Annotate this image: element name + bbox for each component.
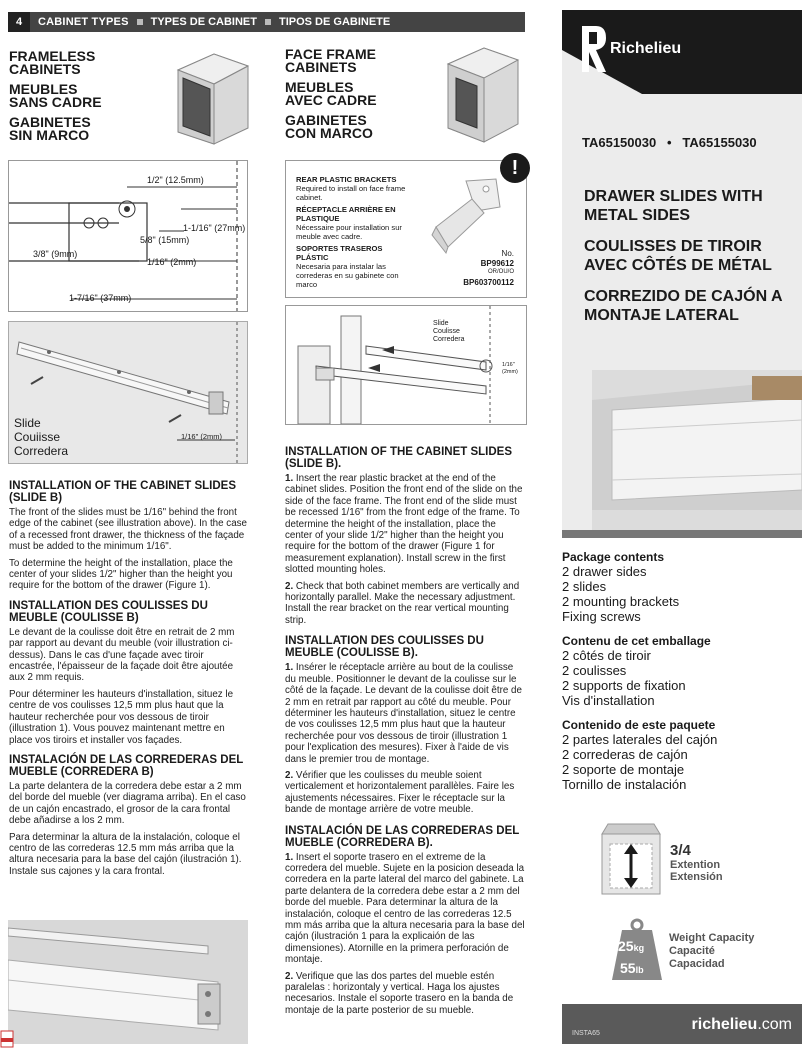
list-item: Vis d'installation bbox=[562, 693, 655, 708]
middle-instructions bbox=[285, 446, 525, 1016]
bracket-title-es: SOPORTES TRASEROS PLÁSTIC bbox=[296, 244, 383, 262]
list-item: 2 correderas de cajón bbox=[562, 747, 688, 762]
step-number: 2. bbox=[285, 580, 294, 592]
header-label-es: TIPOS DE GABINETE bbox=[278, 16, 391, 28]
step-1-fr bbox=[285, 662, 525, 765]
paragraph: Para determinar la altura de la instalación, coloque el centro de las correderas 12.5 mm más arriba que la altura necesaria para la base del cajón (ilustración 1). Instale sus cajones y la cara frontal. bbox=[9, 831, 242, 877]
panel-divider bbox=[562, 530, 802, 538]
product-title-es: CORREZIDO DE CAJÓN A MONTAJE LATERAL bbox=[584, 288, 782, 324]
step-1-es bbox=[285, 852, 525, 966]
package-heading-en: Package contents bbox=[562, 550, 665, 564]
section-header-bar bbox=[8, 12, 525, 32]
bracket-text-fr: Nécessaire pour installation sur meuble avec cadre. bbox=[296, 223, 402, 241]
faceframe-title-fr: MEUBLES AVEC CADRE bbox=[285, 79, 377, 108]
model-numbers: TA65150030 • TA65155030 bbox=[582, 135, 757, 150]
square-separator-icon bbox=[137, 19, 143, 25]
dim-label: 5/8" (15mm) bbox=[140, 235, 190, 245]
step-text: Check that both cabinet members are vertically and horizontally parallel. Make the necessary adjustment. Install the rear bracket on the rear vertical mounting strip. bbox=[285, 580, 520, 626]
bracket-title-en: REAR PLASTIC BRACKETS bbox=[296, 175, 397, 184]
weight-label-es: Capacidad bbox=[669, 958, 725, 970]
weight-kg bbox=[618, 938, 644, 956]
slide-label-fr: Coulisse bbox=[433, 328, 460, 335]
bracket-title-fr: RÉCEPTACLE ARRIÈRE EN PLASTIQUE bbox=[296, 205, 396, 223]
step-number: 1. bbox=[285, 473, 294, 484]
frameless-title bbox=[9, 50, 139, 142]
section-heading-es: INSTALACIÓN DE LAS CORREDERAS DEL MUEBLE (CORREDERA B) bbox=[9, 753, 244, 778]
step-number: 1. bbox=[285, 662, 294, 674]
list-item: 2 côtés de tiroir bbox=[562, 648, 651, 663]
header-label-fr: TYPES DE CABINET bbox=[150, 16, 257, 28]
drawer-photo bbox=[8, 920, 248, 1044]
slide-label bbox=[14, 416, 68, 458]
faceframe-installation-diagram bbox=[285, 305, 527, 425]
weight-kg-value: 25 bbox=[618, 938, 634, 954]
dim-label: 1-7/16" (37mm) bbox=[69, 293, 132, 303]
slide-dimension-diagram bbox=[8, 160, 248, 312]
product-title-en: DRAWER SLIDES WITH METAL SIDES bbox=[584, 188, 763, 224]
product-titles bbox=[584, 187, 794, 325]
package-contents bbox=[562, 550, 802, 792]
list-item: Tornillo de instalación bbox=[562, 777, 687, 792]
footer-bar bbox=[562, 1004, 802, 1044]
list-item: Fixing screws bbox=[562, 609, 641, 624]
paragraph: La parte delantera de la corredera debe estar a 2 mm del borde del mueble (ver diagrama arriba). En el caso de un cajón encastrado, el grosor de la cara frontal debe añadirse a los 2 mm. bbox=[9, 780, 246, 827]
faceframe-title bbox=[285, 48, 415, 140]
extension-icon bbox=[596, 818, 666, 898]
step-text: Verifique que las dos partes del mueble estén paralelas : horizontaly y vertical. Haga los ajustes necesarios. Instale el soporte trasero en la banda de montaje de la parte posterior de su mueble. bbox=[285, 970, 514, 1016]
part-number-2: BP603700112 bbox=[463, 277, 514, 287]
paragraph: Pour déterminer les hauteurs d'installation, situez le centre de vos coulisses 12,5 mm plus haut que la hauteur recherchée pour vos dessous de tiroir (illustration 1). Vous pouvez maintenant mettre en place vos tiroirs et installer vos façades. bbox=[9, 688, 234, 746]
paragraph: Le devant de la coulisse doit être en retrait de 2 mm par rapport au devant du meuble (voir illustration ci-dessus). Dans le cas d'une façade avec tiroir encastrée, l'épaisseur de la façade doit être ajoutée aux 2 mm requis. bbox=[9, 626, 235, 684]
weight-label bbox=[669, 932, 754, 971]
section-heading-fr: INSTALLATION DES COULISSES DU MEUBLE (COULISSE B). bbox=[285, 635, 484, 660]
rear-bracket-info-box bbox=[285, 156, 527, 298]
header-label-en: CABINET TYPES bbox=[38, 16, 129, 28]
weight-lb-value: 55 bbox=[620, 960, 636, 976]
richelieu-logo bbox=[578, 24, 681, 74]
weight-label-fr: Capacité bbox=[669, 945, 715, 957]
step-text: Vérifier que les coulisses du meuble soient verticalement et horizontalement parallèles. Faire les ajustements nécessaires. Fixer le réceptacle sur la bande de montage arrière de votre meuble. bbox=[285, 769, 515, 816]
extension-value: 3/4 bbox=[670, 842, 691, 859]
list-item: 2 supports de fixation bbox=[562, 678, 686, 693]
slide-installation-figure bbox=[8, 321, 248, 464]
slide-label-es: Corredera bbox=[433, 336, 465, 343]
dim-label: 1/16" (2mm) bbox=[181, 432, 223, 441]
website-name: richelieu bbox=[691, 1016, 758, 1033]
bracket-text-en: Required to install on face frame cabinet. bbox=[296, 184, 406, 202]
step-number: 2. bbox=[285, 769, 294, 781]
step-text: Insert the rear plastic bracket at the end of the cabinet slides. Position the front end of the slide on the side of the face frame. The front end of the slide must be recessed 1/16" from the front edge of the frame. To determine the height of the installation, place the center of your slide 1/2" higher than the height you require for the bottom of the drawer (Figure 1 for measurement explanation). Install screw in the first slotted mounting holes. bbox=[285, 473, 523, 576]
bracket-text-es: Necesaria para instalar las correderas en su gabinete con marco bbox=[296, 262, 399, 289]
alert-icon: ! bbox=[500, 153, 530, 183]
left-instructions bbox=[9, 480, 249, 877]
paragraph: The front of the slides must be 1/16" behind the front edge of the cabinet (see illustration above). In the case of a recessed front drawer, the thickness of the façade must be added to the minimum 1/16". bbox=[9, 507, 247, 553]
dim-label: 1/16" (2mm) bbox=[147, 257, 197, 267]
bracket-text bbox=[296, 175, 408, 289]
slide-label-fr: Couiisse bbox=[14, 430, 61, 444]
step-number: 1. bbox=[285, 851, 294, 863]
dim-label: 1/2" (12.5mm) bbox=[147, 175, 204, 185]
paragraph: To determine the height of the installation, place the center of your slides 1/2" higher than the height you require for the bottom of the drawer (Figure 1). bbox=[9, 557, 233, 592]
section-heading-fr: INSTALLATION DES COULISSES DU MEUBLE (COULISSE B) bbox=[9, 599, 208, 624]
section-heading-es: INSTALACIÓN DE LAS CORREDERAS DEL MUEBLE (CORREDERA B). bbox=[285, 824, 520, 849]
plastic-bracket-illustration bbox=[426, 177, 506, 255]
dim-label: 1-1/16" (27mm) bbox=[183, 223, 246, 233]
brand-name: Richelieu bbox=[610, 40, 682, 57]
slide-label-en: Slide bbox=[14, 416, 41, 430]
richelieu-r-icon bbox=[578, 24, 608, 74]
package-heading-es: Contenido de este paquete bbox=[562, 718, 716, 732]
website-link[interactable] bbox=[692, 1016, 792, 1034]
extension-label-es: Extensión bbox=[670, 871, 723, 883]
weight-kg-unit: kg bbox=[633, 943, 645, 953]
faceframe-title-en: FACE FRAME CABINETS bbox=[285, 46, 376, 75]
section-heading-en: INSTALLATION OF THE CABINET SLIDES (SLIDE B). bbox=[285, 446, 513, 470]
page-number: 4 bbox=[8, 12, 30, 32]
weight-lb bbox=[620, 960, 644, 978]
weight-capacity-icon bbox=[612, 918, 662, 982]
dim-label-mm: (2mm) bbox=[502, 368, 518, 375]
list-item: 2 soporte de montaje bbox=[562, 762, 685, 777]
frameless-title-es: GABINETES SIN MARCO bbox=[9, 114, 91, 143]
step-2-es bbox=[285, 971, 525, 1017]
list-item: 2 partes laterales del cajón bbox=[562, 732, 718, 747]
faceframe-cabinet-illustration bbox=[440, 44, 524, 148]
frameless-title-fr: MEUBLES SANS CADRE bbox=[9, 81, 102, 110]
list-item: 2 coulisses bbox=[562, 663, 627, 678]
weight-lb-unit: lb bbox=[635, 965, 644, 975]
step-text: Insérer le réceptacle arrière au bout de la coulisse du meuble. Positionner le devant de la coulisse sur le côté de la façade. Le devant de la coulisse doit être de 2 mm en retrait par rapport au côté du meuble. Pour déterminer les hauteurs d'installation, situez le centre de vos coulisses 12,5 mm plus haut que la hauteur recherchée pour vos dessous de tiroir (illustration 1 pour l'explication des mesures). Fixer à l'aide de vis dans le premier trou de montage. bbox=[285, 662, 522, 765]
product-title-fr: COULISSES DE TIROIR AVEC CÔTÉS DE MÉTAL bbox=[584, 238, 772, 274]
pdf-icon bbox=[0, 1030, 14, 1048]
step-2-en bbox=[285, 581, 525, 627]
extension-label bbox=[670, 842, 723, 883]
slide-profile-drawing bbox=[9, 161, 247, 311]
slide-label-es: Corredera bbox=[14, 444, 69, 458]
step-1-en bbox=[285, 473, 525, 576]
section-heading-en: INSTALLATION OF THE CABINET SLIDES (SLIDE B) bbox=[9, 480, 237, 504]
step-2-fr bbox=[285, 770, 525, 816]
frameless-cabinet-illustration bbox=[170, 50, 254, 150]
list-item: 2 mounting brackets bbox=[562, 594, 680, 609]
dim-label-in: 1/16" bbox=[502, 362, 515, 368]
slide-label-en: Slide bbox=[433, 320, 449, 327]
dim-label bbox=[502, 362, 518, 375]
part-numbers bbox=[463, 249, 514, 287]
list-item: 2 drawer sides bbox=[562, 564, 647, 579]
dim-label: 3/8" (9mm) bbox=[33, 249, 78, 259]
part-no-label: No. bbox=[501, 249, 514, 258]
extension-label-en: Extention bbox=[670, 859, 721, 871]
frameless-title-en: FRAMELESS CABINETS bbox=[9, 48, 96, 77]
slide-label bbox=[433, 320, 465, 344]
website-tld: .com bbox=[757, 1016, 792, 1033]
part-or-label: OR/OU/O bbox=[487, 269, 514, 275]
document-code: INSTA65 bbox=[572, 1030, 600, 1037]
square-separator-icon bbox=[265, 19, 271, 25]
drawer-product-photo bbox=[592, 370, 802, 530]
faceframe-title-es: GABINETES CON MARCO bbox=[285, 112, 373, 141]
faceframe-install-drawing bbox=[286, 306, 526, 424]
part-number-1: BP99612 bbox=[480, 258, 514, 268]
step-text: Insert el soporte trasero en el extreme de la corredera del mueble. Sujete en la posicion deseada la corredera en la parte lateral del marco del gabinete. La parte delantera de la corredera debe estar a 2 mm del borde del mueble. Para determinar la altura de la instalación, coloque el centro de las correderas 12.5 mm más arriba que la altura necesaria para la base del cajón (ilustración 1 para la explicaión de las dimensiones). Atornille en la primera perforación de montaje. bbox=[285, 851, 525, 966]
package-heading-fr: Contenu de cet emballage bbox=[562, 634, 711, 648]
weight-label-en: Weight Capacity bbox=[669, 932, 755, 944]
drawer-assembly-drawing bbox=[8, 920, 248, 1044]
step-number: 2. bbox=[285, 970, 294, 982]
list-item: 2 slides bbox=[562, 579, 607, 594]
